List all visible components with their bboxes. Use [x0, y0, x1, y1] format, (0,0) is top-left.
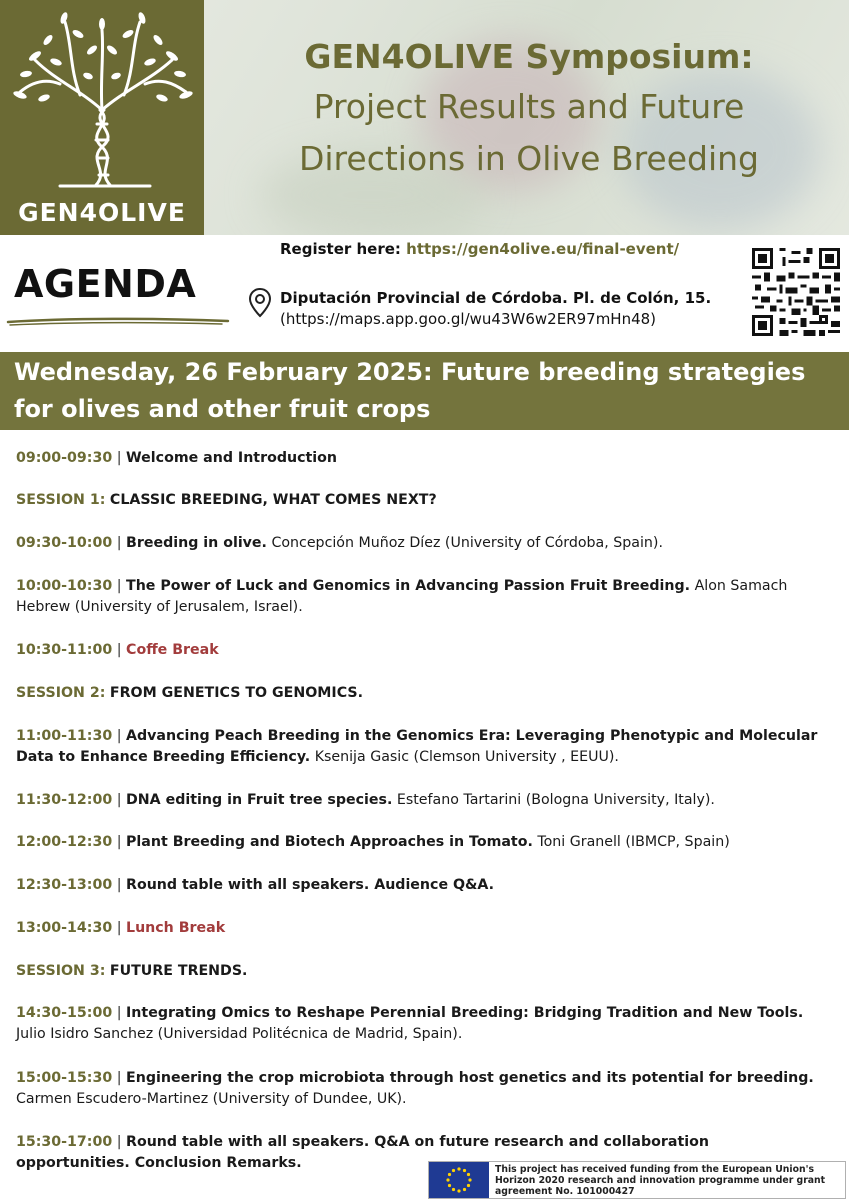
separator: | — [112, 450, 127, 466]
agenda-item — [16, 576, 834, 618]
break-title: Lunch Break — [126, 920, 226, 936]
agenda-item — [16, 875, 834, 896]
session-title: FUTURE TRENDS. — [109, 963, 248, 979]
agenda-time: 13:00-14:30 — [16, 920, 113, 936]
agenda-time: 11:00-11:30 — [16, 728, 113, 744]
session-heading — [16, 683, 834, 704]
agenda-time: 14:30-15:00 — [16, 1005, 113, 1021]
agenda-item — [16, 1068, 834, 1110]
agenda-break — [16, 918, 834, 939]
agenda-time: 12:30-13:00 — [16, 877, 113, 893]
agenda-title: Round table with all speakers. Q&A on future research and collaboration opportunities. Conclusion Remarks. — [16, 1134, 709, 1171]
agenda-item — [16, 533, 834, 554]
agenda-title: Integrating Omics to Reshape Perennial Breeding: Bridging Tradition and New Tools. — [126, 1005, 804, 1021]
agenda-time: 11:30-12:00 — [16, 792, 113, 808]
separator: | — [112, 877, 127, 893]
agenda-speaker: Alon Samach Hebrew (University of Jerusalem, Israel). — [16, 578, 788, 615]
separator: | — [112, 642, 127, 658]
logo-text: GEN4OLIVE — [18, 198, 186, 227]
agenda-title: Round table with all speakers. Audience Q&A. — [126, 877, 495, 893]
eu-flag-icon — [429, 1162, 489, 1198]
agenda-time: 09:00-09:30 — [16, 450, 113, 466]
agenda-underline — [6, 315, 230, 327]
separator: | — [112, 728, 127, 744]
agenda-speaker: Toni Granell (IBMCP, Spain) — [537, 834, 730, 850]
agenda-title: DNA editing in Fruit tree species. — [126, 792, 393, 808]
agenda-speaker: Ksenija Gasic (Clemson University , EEUU). — [314, 749, 619, 765]
register-label: Register here — [280, 240, 395, 258]
page-title — [214, 36, 844, 188]
title-line-1: GEN4OLIVE Symposium: — [304, 37, 754, 76]
session-label: SESSION 3: — [16, 963, 106, 979]
separator: | — [112, 920, 127, 936]
separator: | — [112, 1134, 127, 1150]
agenda-item — [16, 448, 834, 469]
agenda-time: 10:00-10:30 — [16, 578, 113, 594]
venue-name: Diputación Provincial de Córdoba. Pl. de Colón, 15. — [280, 289, 712, 307]
venue — [280, 288, 711, 330]
agenda-item — [16, 726, 834, 768]
agenda-time: 09:30-10:00 — [16, 535, 113, 551]
title-line-2: Project Results and Future — [313, 87, 745, 126]
agenda-title: Engineering the crop microbiota through host genetics and its potential for breeding. — [126, 1070, 814, 1086]
separator: | — [112, 1005, 127, 1021]
day-heading: Wednesday, 26 February 2025: Future breeding strategies for olives and other fruit crops — [14, 358, 806, 423]
session-label: SESSION 2: — [16, 685, 106, 701]
register-link[interactable]: https://gen4olive.eu/final-event/ — [406, 240, 680, 258]
agenda-item — [16, 790, 834, 811]
tree-dna-logo-icon — [0, 0, 204, 200]
session-label: SESSION 1: — [16, 492, 106, 508]
title-line-3: Directions in Olive Breeding — [298, 139, 760, 178]
qr-code-icon[interactable] — [752, 248, 840, 336]
register-line — [280, 240, 679, 258]
separator: | — [112, 1070, 127, 1086]
agenda-heading: AGENDA — [14, 262, 197, 306]
agenda-speaker: Carmen Escudero-Martinez (University of Dundee, UK). — [16, 1091, 407, 1107]
logo — [0, 0, 204, 235]
agenda-time: 10:30-11:00 — [16, 642, 113, 658]
agenda-title: Welcome and Introduction — [126, 450, 337, 466]
agenda-title: The Power of Luck and Genomics in Advancing Passion Fruit Breeding. — [126, 578, 691, 594]
session-title: FROM GENETICS TO GENOMICS. — [109, 685, 363, 701]
header-banner — [0, 0, 849, 235]
agenda-speaker: Estefano Tartarini (Bologna University, Italy). — [396, 792, 715, 808]
separator: | — [112, 834, 127, 850]
agenda-item — [16, 1003, 834, 1045]
venue-maps-link[interactable]: (https://maps.app.goo.gl/wu43W6w2ER97mHn48) — [280, 310, 657, 328]
separator: | — [112, 578, 127, 594]
break-title: Coffe Break — [126, 642, 219, 658]
funding-text: This project has received funding from the European Union's Horizon 2020 research and innovation programme under grant agreement No. 101000427 — [495, 1164, 826, 1197]
agenda-title: Plant Breeding and Biotech Approaches in Tomato. — [126, 834, 533, 850]
agenda-time: 15:00-15:30 — [16, 1070, 113, 1086]
session-heading — [16, 961, 834, 982]
agenda-item — [16, 832, 834, 853]
session-title: CLASSIC BREEDING, WHAT COMES NEXT? — [109, 492, 437, 508]
session-heading — [16, 490, 834, 511]
agenda-break — [16, 640, 834, 661]
day-heading-band — [0, 352, 849, 430]
agenda-time: 12:00-12:30 — [16, 834, 113, 850]
agenda-speaker: Concepción Muñoz Díez (University of Córdoba, Spain). — [271, 535, 663, 551]
agenda-title: Breeding in olive. — [126, 535, 267, 551]
location-pin-icon — [248, 287, 272, 319]
funding-footer — [428, 1161, 846, 1199]
agenda-time: 15:30-17:00 — [16, 1134, 113, 1150]
agenda-title: Advancing Peach Breeding in the Genomics Era: Leveraging Phenotypic and Molecular Data to Enhance Breeding Efficiency. — [16, 728, 818, 765]
separator: | — [112, 535, 127, 551]
separator: | — [112, 792, 127, 808]
register-colon: : — [394, 240, 407, 258]
agenda-speaker: Julio Isidro Sanchez (Universidad Politécnica de Madrid, Spain). — [16, 1026, 463, 1042]
